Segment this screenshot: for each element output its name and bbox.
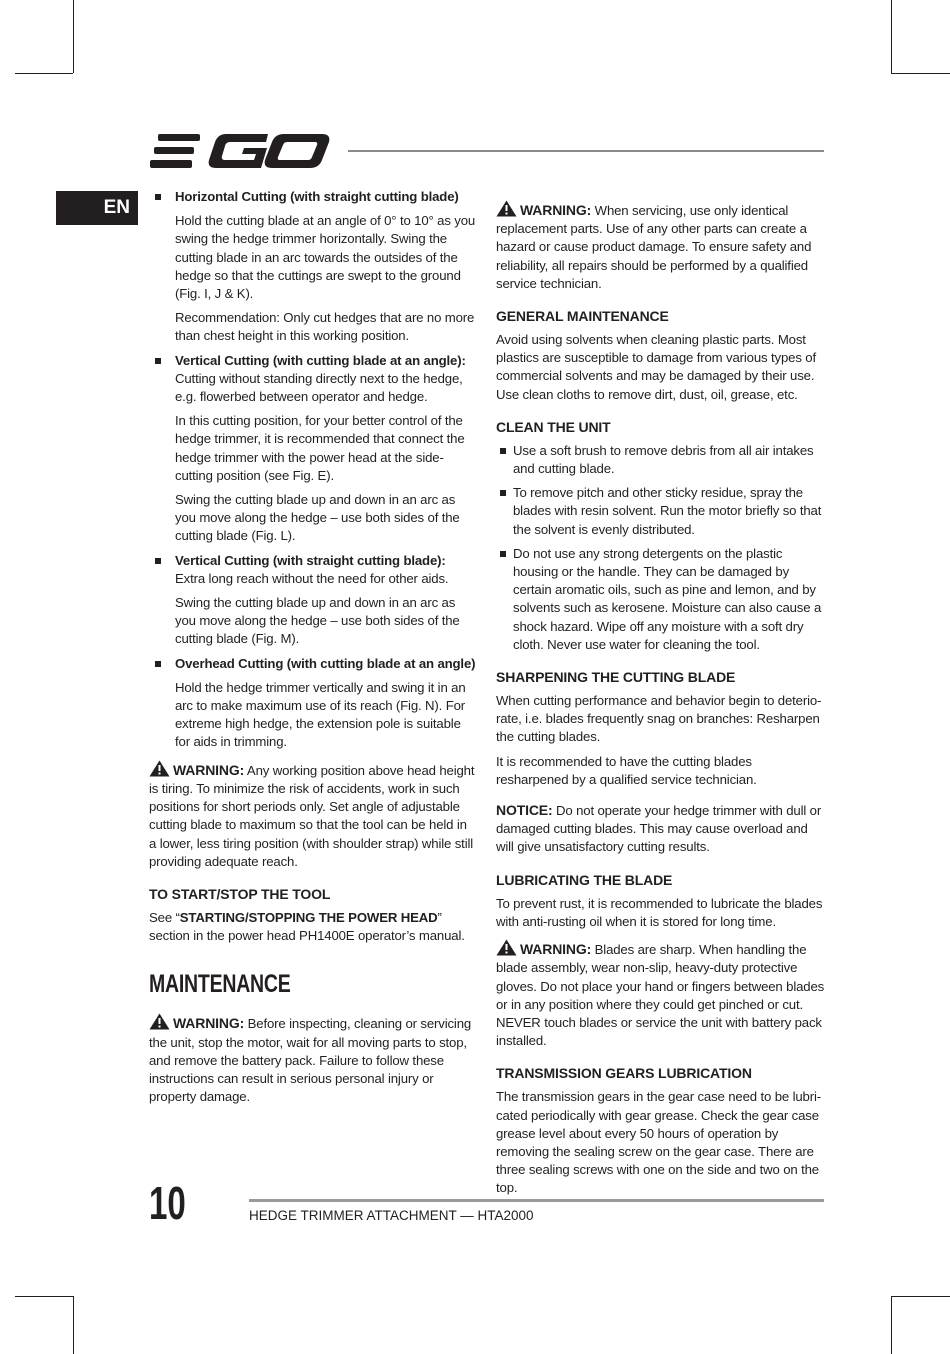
warning-block (496, 939, 826, 1050)
bullet-square (500, 551, 506, 557)
section-heading: CLEAN THE UNIT (496, 418, 611, 435)
warning-block (149, 1013, 477, 1106)
warning-text: Before inspecting, cleaning or servicing the unit, stop the motor, wait for all moving parts to stop, and remove the battery pack. Failure to follow these instructions can result in serious personal injury or property damage. (149, 1016, 472, 1105)
warning-block (149, 760, 477, 871)
section-heading: SHARPENING THE CUTTING BLADE (496, 669, 736, 686)
warning-text: When servicing, use only identical replacement parts. Use of any other parts can create a hazard or cause product damage. To ensure safety and reliability, all repairs should be performed by a qualified service technician. (496, 203, 812, 291)
footer-rule (249, 1199, 824, 1202)
crop-mark (73, 0, 74, 73)
notice-block (496, 801, 826, 857)
power-head-reference: STARTING/STOPPING THE POWER HEAD (179, 909, 438, 925)
bullet-square (155, 194, 161, 200)
sharpen-text: It is recommended to have the cutting blades resharpened by a qualified service technician. (496, 753, 757, 787)
item-lead: Cutting without standing directly next to the hedge, e.g. flowerbed between operator and hedge. (175, 370, 463, 405)
bullet-square (500, 490, 506, 496)
section-heading: TRANSMISSION GEARS LUBRICATION (496, 1065, 752, 1082)
item-title: Vertical Cutting (with straight cutting blade): (175, 552, 446, 568)
warning-label: WARNING: (173, 1015, 245, 1032)
ego-logo (150, 132, 330, 170)
warning-triangle-icon (149, 760, 170, 777)
list-item (149, 552, 477, 649)
item-paragraph: Recommendation: Only cut hedges that are no more than chest height in this working position. (175, 310, 475, 344)
bullet-square (155, 661, 161, 667)
warning-triangle-icon (496, 939, 517, 956)
warning-triangle-icon (149, 1013, 170, 1030)
bullet-square (500, 448, 506, 454)
item-paragraph: Swing the cutting blade up and down in an arc as you move along the hedge – use both sides of the cutting blade (Fig. L). (175, 492, 460, 544)
warning-label: WARNING: (173, 761, 245, 778)
crop-mark (891, 1296, 892, 1354)
warning-label: WARNING: (520, 202, 592, 218)
warning-block (496, 200, 826, 293)
section-heading: TO START/STOP THE TOOL (149, 885, 331, 902)
sharpen-text: When cutting performance and behavior begin to deterio-rate, i.e. blades frequently snag on branches: Resharpen the cutting blades. (496, 693, 822, 745)
notice-text: Do not operate your hedge trimmer with dull or damaged cutting blades. This may cause overload and will give unsatisfactory cutting results. (496, 803, 822, 855)
crop-mark (891, 0, 892, 73)
list-item (149, 352, 477, 546)
left-column (149, 188, 477, 1112)
section-heading: GENERAL MAINTENANCE (496, 308, 669, 325)
item-paragraph: Swing the cutting blade up and down in an arc as you move along the hedge – use both sides of the cutting blade (Fig. M). (175, 595, 460, 647)
warning-label: WARNING: (520, 941, 592, 958)
item-lead: Extra long reach without the need for other aids. (175, 570, 449, 586)
list-item: Use a soft brush to remove debris from all air intakes and cutting blade. (496, 442, 826, 478)
header-rule (348, 150, 824, 152)
item-title: Horizontal Cutting (with straight cutting blade) (175, 189, 459, 204)
crop-mark (891, 73, 950, 74)
item-paragraph: In this cutting position, for your better control of the hedge trimmer, it is recommended that connect the hedge trimmer with the power head at the side-cutting position (see Fig. E). (175, 413, 465, 483)
crop-mark (15, 1296, 73, 1297)
list-item (149, 655, 477, 752)
item-title: Overhead Cutting (with cutting blade at an angle) (175, 655, 476, 671)
general-text: Avoid using solvents when cleaning plastic parts. Most plastics are susceptible to damage from various types of commercial solvents and may be damaged by their use. Use clean cloths to remove dirt, dust, oil, grease, etc. (496, 332, 816, 402)
crop-mark (891, 1296, 950, 1297)
item-paragraph: Hold the cutting blade at an angle of 0° to 10° as you swing the hedge trimmer horizontally. Swing the cutting blade in an arc towards the outsides of the hedge so that the cuttings are swept to the ground (Fig. I, J & K). (175, 213, 476, 302)
item-paragraph: Hold the hedge trimmer vertically and swing it in an arc to make maximum use of its reach (Fig. N). For extreme high hedge, the extension pole is suitable for aids in trimming. (175, 679, 466, 750)
lubricate-text: To prevent rust, it is recommended to lubricate the blades with anti-rusting oil when it is stored for long time. (496, 895, 823, 929)
page-number: 10 (149, 1177, 186, 1229)
list-item: Do not use any strong detergents on the plastic housing or the handle. They can be damaged by certain aromatic oils, such as pine and lemon, and by solvents such as kerosene. Moisture can also cause a shock hazard. Wipe off any moisture with a soft dry cloth. Never use water for cleaning the tool. (496, 545, 826, 654)
notice-label: NOTICE: (496, 802, 553, 819)
list-item (149, 188, 477, 346)
section-heading: LUBRICATING THE BLADE (496, 871, 673, 888)
language-tab: EN (56, 191, 138, 225)
item-title: Vertical Cutting (with cutting blade at an angle): (175, 352, 466, 368)
bullet-square (155, 558, 161, 564)
warning-text: Any working position above head height is tiring. To minimize the risk of accidents, work in such positions for short periods only. Set angle of adjustable cutting blade to maximum so that the tool can be held in a lower, less tiring position (with shoulder strap) while still providing adequate reach. (149, 762, 475, 869)
list-item: To remove pitch and other sticky residue, spray the blades with resin solvent. Run the motor briefly so that the solvent is evenly distributed. (496, 484, 826, 539)
right-column (496, 200, 826, 1204)
crop-mark (73, 1296, 74, 1354)
maintenance-heading: MAINTENANCE (149, 970, 291, 999)
warning-triangle-icon (496, 200, 517, 217)
bullet-square (155, 358, 161, 364)
transmission-text: The transmission gears in the gear case need to be lubri-cated periodically with gear grease. Check the gear case grease level about every 50 hours of operation by removing the sealing screw on the gear case. There are three sealing screws with one on the side and two on the top. (496, 1089, 821, 1196)
warning-text: Blades are sharp. When handling the blade assembly, wear non-slip, heavy-duty protective gloves. Do not place your hand or fingers between blades or in any position where they could get pinched or cut. NEVER touch blades or service the unit with battery pack installed. (496, 942, 825, 1049)
start-stop-text: See “STARTING/STOPPING THE POWER HEAD” section in the power head PH1400E operator’s manual. (149, 909, 465, 944)
footer-title: HEDGE TRIMMER ATTACHMENT — HTA2000 (249, 1208, 534, 1223)
crop-mark (15, 73, 73, 74)
